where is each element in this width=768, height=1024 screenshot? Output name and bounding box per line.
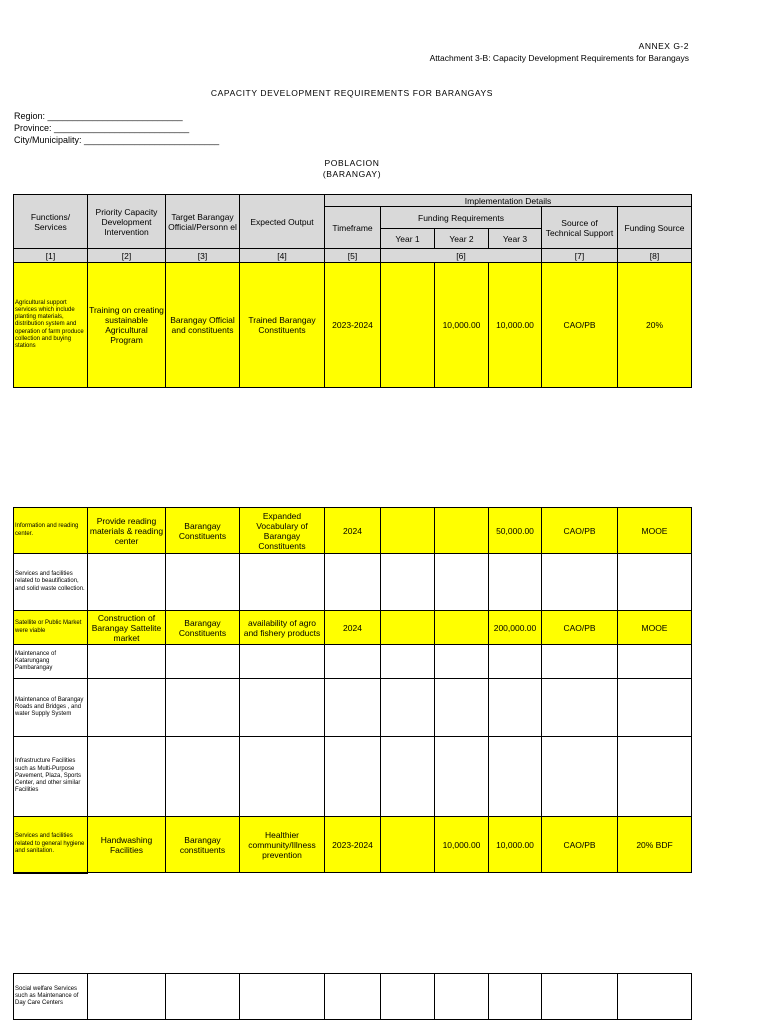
- col-year2: Year 2: [435, 229, 489, 249]
- cell-target: [166, 645, 240, 679]
- page-title: CAPACITY DEVELOPMENT REQUIREMENTS FOR BARANGAYS: [210, 88, 494, 98]
- cell-tech-support: CAO/PB: [542, 508, 618, 554]
- cell-year1: [381, 817, 435, 873]
- cell-priority: [88, 679, 166, 737]
- table-row: [14, 508, 692, 554]
- cell-funding-source: 20%: [618, 263, 692, 388]
- col-num-4: [4]: [240, 249, 325, 263]
- cell-function: Services and facilities related to general hygiene and sanitation.: [14, 817, 88, 873]
- cell-function: Social welfare Services such as Maintenance of Day Care Centers: [14, 974, 88, 1020]
- cell-timeframe: [325, 645, 381, 679]
- cell-output: [240, 974, 325, 1020]
- cell-priority: [88, 554, 166, 611]
- cell-priority: [88, 645, 166, 679]
- cell-funding-source: [618, 737, 692, 817]
- cell-year3: [489, 974, 542, 1020]
- cell-output: Trained Barangay Constituents: [240, 263, 325, 388]
- cell-target: Barangay Constituents: [166, 611, 240, 645]
- table-row: [14, 263, 692, 388]
- cell-output: [240, 554, 325, 611]
- cell-funding-source: [618, 554, 692, 611]
- cell-timeframe: 2024: [325, 508, 381, 554]
- col-num-7: [7]: [542, 249, 618, 263]
- cell-timeframe: 2023-2024: [325, 263, 381, 388]
- col-year3: Year 3: [489, 229, 542, 249]
- cell-year2: [435, 679, 489, 737]
- cell-priority: Construction of Barangay Sattelite market: [88, 611, 166, 645]
- cell-year2: [435, 974, 489, 1020]
- col-target: Target Barangay Official/Personn el: [166, 195, 240, 249]
- cell-output: availability of agro and fishery products: [240, 611, 325, 645]
- barangay-name: POBLACION: [324, 158, 380, 168]
- city-field: City/Municipality: ___________________________: [14, 135, 220, 145]
- col-timeframe: Timeframe: [325, 207, 381, 249]
- cell-priority: Training on creating sustainable Agricultural Program: [88, 263, 166, 388]
- col-funding-source: Funding Source: [618, 207, 692, 249]
- cell-funding-source: [618, 645, 692, 679]
- table-row: [14, 737, 692, 817]
- col-tech-support: Source of Technical Support: [542, 207, 618, 249]
- cell-tech-support: [542, 679, 618, 737]
- cell-output: Expanded Vocabulary of Barangay Constituents: [240, 508, 325, 554]
- cell-timeframe: [325, 737, 381, 817]
- cell-tech-support: [542, 737, 618, 817]
- table-row: [14, 645, 692, 679]
- province-field: Province: ___________________________: [14, 123, 190, 133]
- cell-function: Agricultural support services which include planting materials, distribution system and operation of farm produce collection and buying stations: [14, 263, 88, 388]
- cell-priority: [88, 737, 166, 817]
- col-funding-req: Funding Requirements: [381, 207, 542, 229]
- cell-year2: 10,000.00: [435, 263, 489, 388]
- cell-year2: 10,000.00: [435, 817, 489, 873]
- barangay-label: (BARANGAY): [322, 169, 382, 179]
- cell-target: [166, 679, 240, 737]
- col-num-1: [1]: [14, 249, 88, 263]
- cell-funding-source: [618, 679, 692, 737]
- cd-table-header: [13, 194, 692, 388]
- cell-year3: 10,000.00: [489, 817, 542, 873]
- cell-timeframe: [325, 974, 381, 1020]
- cell-tech-support: CAO/PB: [542, 611, 618, 645]
- cell-year3: 10,000.00: [489, 263, 542, 388]
- cell-year2: [435, 554, 489, 611]
- cell-year3: [489, 554, 542, 611]
- cell-tech-support: CAO/PB: [542, 263, 618, 388]
- cell-year1: [381, 679, 435, 737]
- cell-year1: [381, 737, 435, 817]
- table-row: [14, 554, 692, 611]
- cell-year3: [489, 679, 542, 737]
- cell-priority: Provide reading materials & reading center: [88, 508, 166, 554]
- col-functions: Functions/ Services: [14, 195, 88, 249]
- cell-output: [240, 737, 325, 817]
- col-impl-details: Implementation Details: [325, 195, 692, 207]
- barangay-heading: [0, 158, 704, 180]
- table-row: [14, 611, 692, 645]
- cell-target: [166, 737, 240, 817]
- cell-year2: [435, 737, 489, 817]
- col-year1: Year 1: [381, 229, 435, 249]
- cell-tech-support: CAO/PB: [542, 817, 618, 873]
- cell-funding-source: MOOE: [618, 611, 692, 645]
- cell-year3: [489, 737, 542, 817]
- cell-funding-source: [618, 974, 692, 1020]
- col-output: Expected Output: [240, 195, 325, 249]
- cell-priority: [88, 974, 166, 1020]
- cell-function: Satellite or Public Market were viable: [14, 611, 88, 645]
- cell-timeframe: 2023-2024: [325, 817, 381, 873]
- col-priority: Priority Capacity Development Intervention: [88, 195, 166, 249]
- cell-output: [240, 645, 325, 679]
- cell-function: Maintenance of Barangay Roads and Bridges , and water Supply System: [14, 679, 88, 737]
- cell-tech-support: [542, 645, 618, 679]
- cell-target: Barangay constituents: [166, 817, 240, 873]
- cell-function: Maintenance of Katarungang Pambarangay: [14, 645, 88, 679]
- cell-output: Healthier community/Illness prevention: [240, 817, 325, 873]
- col-num-8: [8]: [618, 249, 692, 263]
- cell-priority: Handwashing Facilities: [88, 817, 166, 873]
- cell-function: Infrastructure Facilities such as Multi-Purpose Pavement, Plaza, Sports Center, and other similar Facilities: [14, 737, 88, 817]
- col-num-2: [2]: [88, 249, 166, 263]
- col-num-3: [3]: [166, 249, 240, 263]
- cell-year1: [381, 611, 435, 645]
- cell-year1: [381, 974, 435, 1020]
- cell-year2: [435, 645, 489, 679]
- table-row: [14, 817, 692, 873]
- attachment-label: Attachment 3-B: Capacity Development Requirements for Barangays: [429, 53, 689, 63]
- table-row: [14, 679, 692, 737]
- cell-funding-source: MOOE: [618, 508, 692, 554]
- cell-timeframe: [325, 679, 381, 737]
- cell-year1: [381, 508, 435, 554]
- cell-year1: [381, 263, 435, 388]
- col-num-6: [6]: [381, 249, 542, 263]
- cell-timeframe: [325, 554, 381, 611]
- col-num-5: [5]: [325, 249, 381, 263]
- cell-year3: [489, 645, 542, 679]
- cell-year3: 200,000.00: [489, 611, 542, 645]
- cell-output: [240, 679, 325, 737]
- cell-function: Information and reading center.: [14, 508, 88, 554]
- region-field: Region: ___________________________: [14, 111, 183, 121]
- cell-target: [166, 974, 240, 1020]
- cell-tech-support: [542, 554, 618, 611]
- cell-year2: [435, 611, 489, 645]
- cell-funding-source: 20% BDF: [618, 817, 692, 873]
- cd-table-block-2: [13, 507, 692, 874]
- cell-target: Barangay Constituents: [166, 508, 240, 554]
- cell-year1: [381, 554, 435, 611]
- cd-table-block-3: [13, 973, 692, 1020]
- cell-target: [166, 554, 240, 611]
- annex-label: ANNEX G-2: [638, 41, 689, 51]
- cell-tech-support: [542, 974, 618, 1020]
- cell-function: Services and facilities related to beautification, and solid waste collection.: [14, 554, 88, 611]
- cell-target: Barangay Official and constituents: [166, 263, 240, 388]
- cell-year1: [381, 645, 435, 679]
- table-row: [14, 974, 692, 1020]
- cell-timeframe: 2024: [325, 611, 381, 645]
- cell-year3: 50,000.00: [489, 508, 542, 554]
- cell-year2: [435, 508, 489, 554]
